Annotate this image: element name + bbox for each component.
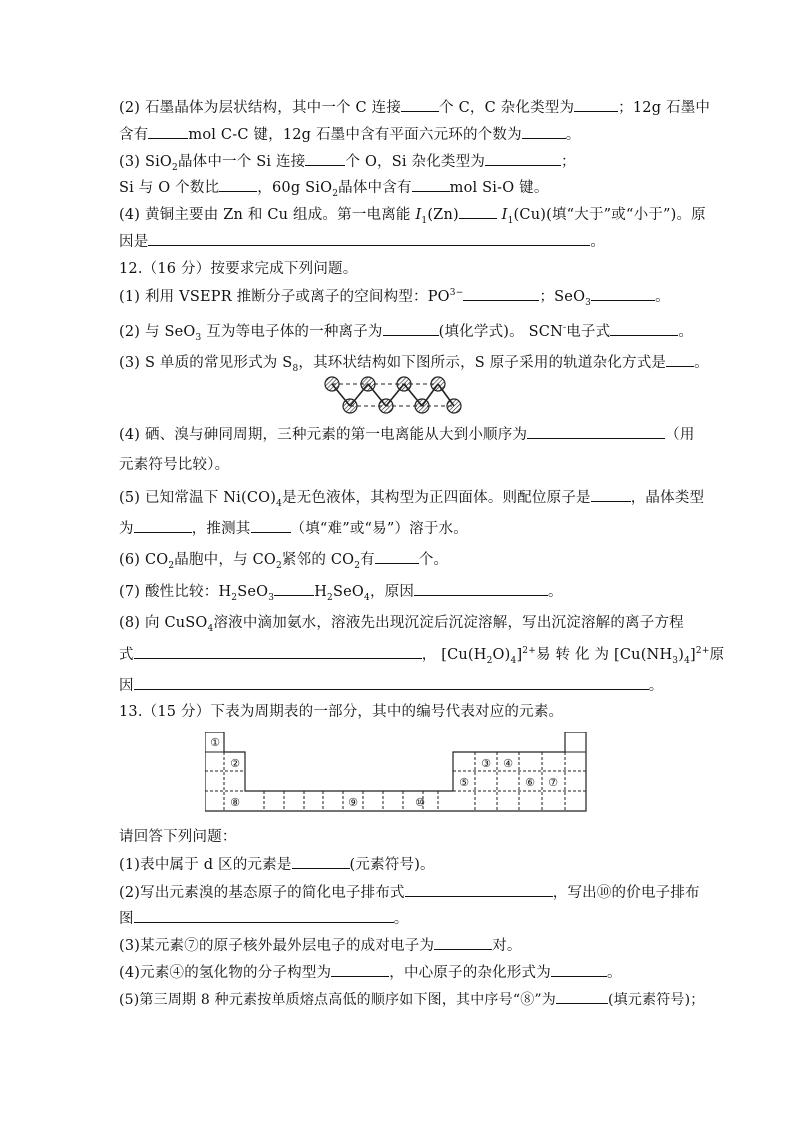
- text: 为: [119, 521, 134, 537]
- q13-2-line2: [119, 909, 408, 928]
- label-4: ④: [503, 757, 513, 770]
- answer-blank[interactable]: [134, 519, 192, 533]
- text: 晶体中含有: [338, 180, 412, 196]
- text: 易 转 化 为 [Cu(NH: [535, 647, 673, 663]
- text: 含有: [119, 127, 149, 143]
- q12-8-line2: [119, 645, 724, 664]
- subscript: 4: [684, 655, 691, 666]
- text: 溶液中滴加氨水，溶液先出现沉淀后沉淀溶解，写出沉淀溶解的离子方程: [213, 615, 684, 631]
- answer-blank[interactable]: [591, 287, 655, 301]
- answer-blank[interactable]: [459, 205, 497, 219]
- text: （填“难”或“易”）溶于水。: [290, 521, 468, 537]
- text: 。: [590, 234, 606, 250]
- text: 。: [678, 324, 694, 340]
- subscript: 4: [364, 592, 370, 603]
- table-grid: [205, 732, 586, 811]
- text: 。: [548, 584, 563, 600]
- text: 晶体中一个 Si 连接: [177, 154, 306, 170]
- answer-blank[interactable]: [134, 676, 649, 690]
- answer-blank[interactable]: [522, 125, 566, 139]
- text: O): [492, 647, 511, 663]
- text: ，写出⑩的价电子排布: [552, 885, 700, 901]
- answer-blank[interactable]: [401, 98, 439, 112]
- subscript: 3: [195, 332, 202, 343]
- q13-3: [119, 936, 522, 955]
- answer-blank[interactable]: [331, 963, 389, 977]
- text: 。: [655, 289, 670, 305]
- text: 互为等电子体的一种离子为: [201, 324, 383, 340]
- text: (4) 黄铜主要由 Zn 和 Cu 组成。第一电离能: [119, 207, 416, 223]
- answer-blank[interactable]: [610, 322, 678, 336]
- q11-3-line1: [119, 152, 576, 171]
- text: H: [314, 584, 328, 600]
- text: (5) 已知常温下 Ni(CO): [119, 490, 277, 506]
- text: (4) 硒、溴与砷同周期，三种元素的第一电离能从大到小顺序为: [119, 427, 528, 443]
- answer-blank[interactable]: [134, 645, 422, 659]
- q13-title: 13.（15 分）下表为周期表的一部分，其中的编号代表对应的元素。: [119, 704, 564, 720]
- subscript: 2: [327, 592, 333, 603]
- text: (3)某元素⑦的原子核外最外层电子的成对电子为: [119, 938, 435, 954]
- text: ): [678, 647, 685, 663]
- text: ，60g SiO: [257, 180, 333, 196]
- text: 晶胞中，与 CO: [174, 552, 276, 568]
- s8-ring-diagram: [320, 374, 470, 418]
- answer-blank[interactable]: [405, 883, 553, 897]
- subscript: 2: [332, 188, 339, 199]
- text: 是无色液体，其构型为正四面体。则配位原子是: [282, 490, 591, 506]
- text: 。: [648, 678, 664, 694]
- text: mol C-C 键，12g 石墨中含有平面六元环的个数为: [188, 127, 522, 143]
- superscript: 2+: [522, 646, 536, 657]
- text: (6) CO: [119, 552, 169, 568]
- text: ]: [516, 647, 523, 663]
- q11-4-line2: [119, 232, 605, 251]
- s8-atoms: [325, 377, 461, 413]
- text: (Zn): [427, 207, 459, 223]
- q13-5: [119, 990, 704, 1009]
- answer-blank[interactable]: [556, 990, 608, 1004]
- answer-blank[interactable]: [305, 152, 345, 166]
- text: ；: [561, 154, 576, 170]
- q12-4-line2: 元素符号比较）。: [119, 457, 230, 473]
- q11-2-line1: [119, 98, 710, 117]
- text: (填化学式)。 SCN: [438, 324, 563, 340]
- text: ，晶体类型: [630, 490, 705, 506]
- text: 图: [119, 911, 134, 927]
- table-labels: [210, 736, 558, 809]
- answer-blank[interactable]: [134, 909, 394, 923]
- q12-6: [119, 550, 448, 569]
- text: (填元素符号)；: [607, 992, 705, 1008]
- text: ，中心原子的杂化形式为: [389, 965, 551, 981]
- text: （用: [665, 427, 695, 443]
- q12-8-line3: [119, 676, 663, 695]
- answer-blank[interactable]: [434, 936, 492, 950]
- answer-blank[interactable]: [274, 582, 314, 596]
- subscript: 2: [354, 560, 361, 571]
- text: ， [Cu(H: [421, 647, 487, 663]
- text: ；12g 石墨中: [618, 100, 711, 116]
- text: (2) 与 SeO: [119, 324, 196, 340]
- text: 原: [709, 647, 725, 663]
- q13-prompt: 请回答下列问题：: [119, 829, 237, 845]
- subscript: 2: [486, 655, 493, 666]
- answer-blank[interactable]: [574, 98, 618, 112]
- label-8: ⑧: [230, 796, 240, 809]
- q12-title: 12.（16 分）按要求完成下列问题。: [119, 261, 358, 277]
- text: (3) SiO: [119, 154, 173, 170]
- text: (1)表中属于 d 区的元素是: [119, 857, 292, 873]
- text: ；SeO: [539, 289, 586, 305]
- text: SeO: [332, 584, 364, 600]
- text: 个 C，C 杂化类型为: [439, 100, 575, 116]
- subscript: 1: [421, 215, 428, 226]
- subscript: 4: [207, 623, 214, 634]
- superscript: -: [562, 323, 567, 334]
- text: (5)第三周期 8 种元素按单质熔点高低的顺序如下图，其中序号“⑧”为: [119, 992, 556, 1008]
- subscript: 1: [507, 215, 514, 226]
- text: ]: [690, 647, 696, 663]
- label-1: ①: [210, 736, 220, 749]
- q11-2-line2: [119, 125, 580, 144]
- q11-4-line1: [119, 205, 706, 224]
- q12-4-line1: [119, 425, 695, 444]
- subscript: 3: [585, 297, 592, 308]
- answer-blank[interactable]: [485, 152, 561, 166]
- answer-blank[interactable]: [527, 425, 665, 439]
- label-3: ③: [481, 757, 491, 770]
- q12-7: [119, 582, 563, 601]
- answer-blank[interactable]: [551, 963, 607, 977]
- answer-blank[interactable]: [219, 178, 257, 192]
- q13-4: [119, 963, 622, 982]
- text: SeO: [237, 584, 269, 600]
- text: 。: [606, 965, 622, 981]
- text: 。: [694, 355, 709, 371]
- answer-blank[interactable]: [292, 855, 350, 869]
- label-10: ⑩: [415, 796, 425, 809]
- text: (7) 酸性比较：H: [119, 584, 232, 600]
- text: ，原因: [369, 584, 415, 600]
- answer-blank[interactable]: [148, 232, 590, 246]
- text: (Cu)(填“大于”或“小于”)。原: [513, 207, 706, 223]
- q12-2: [119, 322, 693, 341]
- q12-5-line2: [119, 519, 468, 538]
- text: 个。: [418, 552, 449, 568]
- text: ，其环状结构如下图所示，S 原子采用的轨道杂化方式是: [298, 355, 667, 371]
- text: 式: [119, 647, 134, 663]
- answer-blank[interactable]: [251, 519, 291, 533]
- subscript: 2: [275, 560, 282, 571]
- text: (3) S 单质的常见形式为 S: [119, 355, 293, 371]
- answer-blank[interactable]: [412, 178, 450, 192]
- superscript: 2+: [695, 646, 710, 657]
- text: mol Si-O 键。: [449, 180, 549, 196]
- q12-3: [119, 353, 709, 372]
- text: 个 O，Si 杂化类型为: [345, 154, 486, 170]
- text: 因: [119, 678, 134, 694]
- subscript: 3: [268, 592, 275, 603]
- text: (元素符号)。: [349, 857, 435, 873]
- label-9: ⑨: [348, 796, 358, 809]
- q12-5-line1: [119, 488, 704, 507]
- answer-blank[interactable]: [666, 353, 694, 367]
- label-5: ⑤: [459, 776, 469, 789]
- text: 紧邻的 CO: [281, 552, 355, 568]
- text: (4)元素④的氢化物的分子构型为: [119, 965, 332, 981]
- text: ，推测其: [191, 521, 251, 537]
- answer-blank[interactable]: [591, 488, 631, 502]
- answer-blank[interactable]: [375, 550, 419, 564]
- text: 电子式: [566, 324, 611, 340]
- q11-3-line2: [119, 178, 549, 197]
- q12-1: [119, 287, 670, 306]
- text: 因是: [119, 234, 149, 250]
- periodic-table-fragment: [205, 732, 589, 812]
- text: (2) 石墨晶体为层状结构，其中一个 C 连接: [119, 100, 402, 116]
- subscript: 3: [672, 655, 679, 666]
- subscript: 2: [231, 592, 238, 603]
- subscript: 8: [292, 363, 299, 374]
- text: 对。: [492, 938, 522, 954]
- text: (2)写出元素溴的基态原子的简化电子排布式: [119, 885, 405, 901]
- subscript: 2: [168, 560, 175, 571]
- answer-blank[interactable]: [148, 125, 188, 139]
- q12-8-line1: [119, 614, 684, 632]
- subscript: 4: [276, 498, 283, 509]
- subscript: 2: [172, 162, 178, 173]
- answer-blank[interactable]: [463, 287, 539, 301]
- text: 。: [565, 127, 581, 143]
- answer-blank[interactable]: [414, 582, 548, 596]
- label-6: ⑥: [525, 776, 535, 789]
- symbol: I: [501, 207, 508, 223]
- symbol: I: [415, 207, 422, 223]
- text: 。: [393, 911, 409, 927]
- q13-2-line1: [119, 883, 700, 902]
- answer-blank[interactable]: [383, 322, 439, 336]
- text: (1) 利用 VSEPR 推断分子或离子的空间构型：PO: [119, 289, 450, 305]
- superscript: 3−: [449, 288, 464, 299]
- text: 有: [360, 552, 375, 568]
- text: (8) 向 CuSO: [119, 615, 208, 631]
- subscript: 4: [510, 655, 517, 666]
- label-7: ⑦: [548, 776, 558, 789]
- text: Si 与 O 个数比: [119, 180, 220, 196]
- label-2: ②: [230, 757, 240, 770]
- q13-1: [119, 855, 435, 874]
